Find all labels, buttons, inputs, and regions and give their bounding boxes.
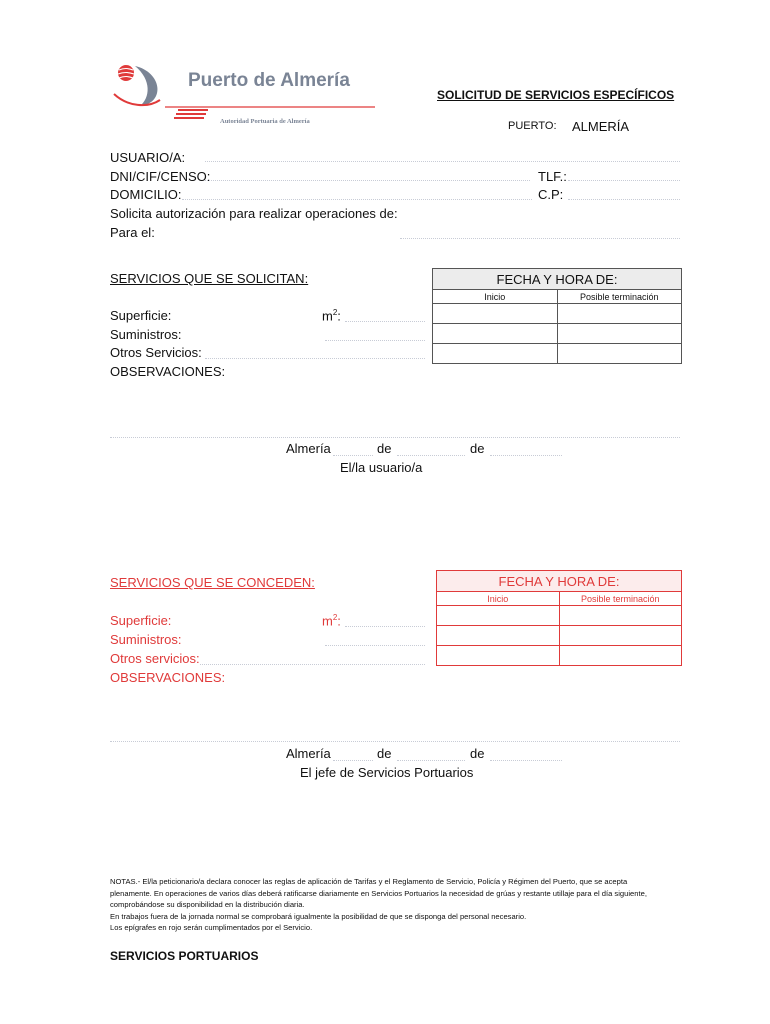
granted-observaciones-label: OBSERVACIONES: [110, 670, 226, 685]
granted-col-start: Inicio [437, 592, 560, 606]
requested-observaciones-label: OBSERVACIONES: [110, 364, 226, 379]
granted-observaciones-field[interactable] [110, 741, 680, 742]
cp-label: C.P: [538, 187, 564, 202]
usuario-label: USUARIO/A: [110, 150, 186, 165]
requested-col-end: Posible terminación [557, 290, 682, 304]
domicilio-label: DOMICILIO: [110, 187, 182, 202]
para-field[interactable] [400, 238, 680, 239]
granted-suministros-field[interactable] [325, 645, 425, 646]
requested-end-cell-3[interactable] [557, 344, 682, 364]
granted-otros-field[interactable] [200, 664, 425, 665]
requested-superficie-label: Superficie: [110, 308, 172, 323]
granted-end-cell-1[interactable] [559, 606, 682, 626]
granted-year-field[interactable] [490, 760, 562, 761]
requested-sign-de2: de [470, 441, 485, 456]
usuario-field[interactable] [205, 161, 680, 162]
requested-sign-de1: de [377, 441, 392, 456]
cp-field[interactable] [568, 199, 680, 200]
puerto-label: PUERTO: [508, 120, 557, 132]
granted-start-cell-1[interactable] [437, 606, 560, 626]
notes-paragraph-1: NOTAS.- El/la peticionario/a declara conocer las reglas de aplicación de Tarifas y el Reglamento de Servicio, Policía y Régimen del Puerto, que se acepta plenamente. En operaciones de varios días deberá ratificarse diariamente en Servicios Portuarios la necesidad de grúas y restante utillaje para el día siguiente, comprobándose su disponibilidad en la distribución diaria. [110, 877, 647, 910]
tlf-field[interactable] [568, 180, 680, 181]
domicilio-field[interactable] [182, 199, 532, 200]
requested-table-header: FECHA Y HORA DE: [433, 269, 682, 290]
form-title: SOLICITUD DE SERVICIOS ESPECÍFICOS [437, 88, 675, 102]
requested-otros-field[interactable] [205, 358, 425, 359]
granted-end-cell-3[interactable] [559, 646, 682, 666]
granted-sign-de2: de [470, 746, 485, 761]
granted-sign-de1: de [377, 746, 392, 761]
granted-signer: El jefe de Servicios Portuarios [300, 765, 474, 780]
logo-title: Puerto de Almería [188, 70, 350, 91]
requested-start-cell-3[interactable] [433, 344, 558, 364]
requested-suministros-label: Suministros: [110, 327, 182, 342]
granted-sign-place: Almería [286, 746, 331, 761]
granted-start-cell-3[interactable] [437, 646, 560, 666]
granted-end-cell-2[interactable] [559, 626, 682, 646]
dni-label: DNI/CIF/CENSO: [110, 169, 211, 184]
granted-m2-label: $m^2$: [322, 613, 341, 629]
requested-suministros-field[interactable] [325, 340, 425, 341]
dni-field[interactable] [205, 180, 530, 181]
granted-datetime-table [436, 570, 682, 666]
requested-otros-label: Otros Servicios: [110, 345, 202, 360]
granted-col-end: Posible terminación [559, 592, 682, 606]
requested-sign-place: Almería [286, 441, 331, 456]
para-label: Para el: [110, 225, 155, 240]
footer-label: SERVICIOS PORTUARIOS [110, 949, 259, 963]
granted-suministros-label: Suministros: [110, 632, 182, 647]
granted-superficie-label: Superficie: [110, 613, 172, 628]
requested-signer: El/la usuario/a [340, 460, 423, 475]
granted-otros-label: Otros servicios: [110, 651, 200, 666]
requested-end-cell-2[interactable] [557, 324, 682, 344]
port-logo [110, 58, 380, 128]
requested-observaciones-field[interactable] [110, 437, 680, 438]
requested-col-start: Inicio [433, 290, 558, 304]
granted-month-field[interactable] [397, 760, 465, 761]
requested-month-field[interactable] [397, 455, 465, 456]
requested-start-cell-2[interactable] [433, 324, 558, 344]
granted-day-field[interactable] [333, 760, 373, 761]
granted-table-header: FECHA Y HORA DE: [437, 571, 682, 592]
granted-start-cell-2[interactable] [437, 626, 560, 646]
notes-paragraph-2: En trabajos fuera de la jornada normal se comprobará igualmente la posibilidad de que se disponga del personal necesario. [110, 911, 527, 921]
solicita-label: Solicita autorización para realizar operaciones de: [110, 206, 398, 221]
requested-end-cell-1[interactable] [557, 304, 682, 324]
notes-block [110, 876, 670, 934]
requested-m2-field[interactable] [345, 321, 425, 322]
requested-title: SERVICIOS QUE SE SOLICITAN: [110, 271, 309, 286]
notes-paragraph-3: Los epígrafes en rojo serán cumplimentados por el Servicio. [110, 923, 313, 933]
requested-year-field[interactable] [490, 455, 562, 456]
requested-day-field[interactable] [333, 455, 373, 456]
tlf-label: TLF.: [538, 169, 567, 184]
requested-m2-label: $m^2$: [322, 308, 341, 324]
granted-title: SERVICIOS QUE SE CONCEDEN: [110, 575, 315, 590]
logo-subtitle: Autoridad Portuaria de Almería [220, 118, 310, 125]
puerto-value: ALMERÍA [572, 119, 630, 134]
requested-datetime-table [432, 268, 682, 364]
requested-start-cell-1[interactable] [433, 304, 558, 324]
granted-m2-field[interactable] [345, 626, 425, 627]
